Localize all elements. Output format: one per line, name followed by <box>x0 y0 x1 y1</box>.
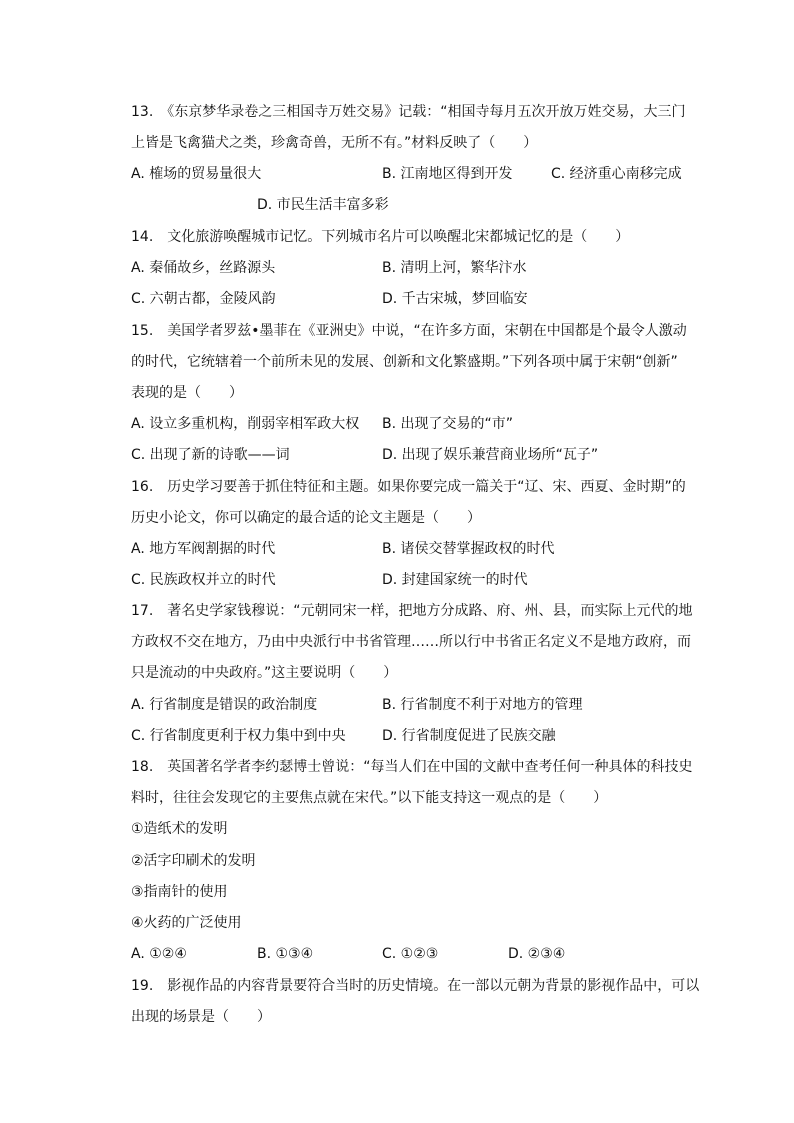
question-15-line-2: 的时代，它统辖着一个前所未见的发展、创新和文化繁盛期。”下列各项中属于宋朝“创新” <box>131 354 678 370</box>
question-19-line-1: 19. 影视作品的内容背景要符合当时的历史情境。在一部以元朝为背景的影视作品中，可以 <box>131 978 700 994</box>
question-17-option-d: D. 行省制度促进了民族交融 <box>382 728 556 744</box>
question-14-option-d: D. 千古宋城，梦回临安 <box>382 291 528 307</box>
question-15-option-c: C. 出现了新的诗歌——词 <box>131 447 290 463</box>
question-16-option-b: B. 诸侯交替掌握政权的时代 <box>382 541 555 557</box>
question-13-option-d: D. 市民生活丰富多彩 <box>257 197 389 213</box>
question-17-line-1: 17. 著名史学家钱穆说：“元朝同宋一样，把地方分成路、府、州、县，而实际上元代的地 <box>131 603 693 619</box>
question-19-line-2: 出现的场景是（ ） <box>131 1009 271 1025</box>
question-17-option-a: A. 行省制度是错误的政治制度 <box>131 697 318 713</box>
question-18-option-c: C. ①②③ <box>382 946 439 962</box>
question-18-option-a: A. ①②④ <box>131 946 187 962</box>
question-14-option-c: C. 六朝古都，金陵风韵 <box>131 291 276 307</box>
question-18-line-1: 18. 英国著名学者李约瑟博士曾说：“每当人们在中国的文献中查考任何一种具体的科技史 <box>131 759 693 775</box>
question-18-option-d: D. ②③④ <box>508 946 566 962</box>
question-13-line-1: 13. 《东京梦华录卷之三相国寺万姓交易》记载：“相国寺每月五次开放万姓交易，大三门 <box>131 104 686 120</box>
question-15-line-3: 表现的是（ ） <box>131 385 243 401</box>
question-15-option-d: D. 出现了娱乐兼营商业场所“瓦子” <box>382 447 599 463</box>
question-17-option-c: C. 行省制度更利于权力集中到中央 <box>131 728 346 744</box>
question-15-line-1: 15. 美国学者罗兹•墨菲在《亚洲史》中说，“在许多方面，宋朝在中国都是个最令人激动 <box>131 323 687 339</box>
question-18-item-1: ①造纸术的发明 <box>131 821 228 837</box>
question-16-line-2: 历史小论文，你可以确定的最合适的论文主题是（ ） <box>131 510 481 526</box>
question-13-option-c: C. 经济重心南移完成 <box>551 166 682 182</box>
question-13-line-2: 上皆是飞禽猫犬之类，珍禽奇兽，无所不有。”材料反映了（ ） <box>131 135 538 151</box>
question-13-option-b: B. 江南地区得到开发 <box>382 166 513 182</box>
question-14-option-a: A. 秦俑故乡，丝路源头 <box>131 260 276 276</box>
question-16-line-1: 16. 历史学习要善于抓住特征和主题。如果你要完成一篇关于“辽、宋、西夏、金时期”的 <box>131 479 686 495</box>
question-17-option-b: B. 行省制度不利于对地方的管理 <box>382 697 583 713</box>
question-18-item-3: ③指南针的使用 <box>131 884 228 900</box>
question-18-item-4: ④火药的广泛使用 <box>131 915 242 931</box>
question-16-option-d: D. 封建国家统一的时代 <box>382 572 528 588</box>
question-14-line-1: 14. 文化旅游唤醒城市记忆。下列城市名片可以唤醒北宋都城记忆的是（ ） <box>131 229 630 245</box>
question-13-option-a: A. 榷场的贸易量很大 <box>131 166 262 182</box>
question-18-item-2: ②活字印刷术的发明 <box>131 853 256 869</box>
question-17-line-3: 只是流动的中央政府。”这主要说明（ ） <box>131 665 398 681</box>
question-15-option-a: A. 设立多重机构，削弱宰相军政大权 <box>131 416 360 432</box>
question-18-line-2: 料时，往往会发现它的主要焦点就在宋代。”以下能支持这一观点的是（ ） <box>131 790 608 806</box>
question-18-option-b: B. ①③④ <box>257 946 314 962</box>
question-16-option-c: C. 民族政权并立的时代 <box>131 572 276 588</box>
question-16-option-a: A. 地方军阀割据的时代 <box>131 541 276 557</box>
question-17-line-2: 方政权不交在地方，乃由中央派行中书省管理……所以行中书省正名定义不是地方政府，而 <box>131 634 691 650</box>
question-14-option-b: B. 清明上河，繁华汴水 <box>382 260 527 276</box>
question-15-option-b: B. 出现了交易的“市” <box>382 416 514 432</box>
